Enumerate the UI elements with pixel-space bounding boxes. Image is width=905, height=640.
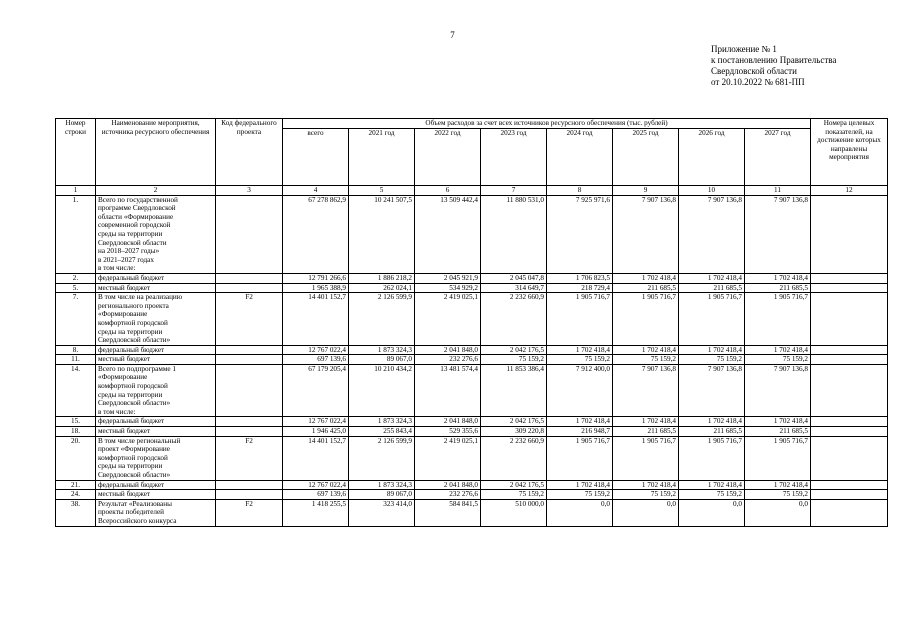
column-number: 7	[481, 185, 547, 195]
table-row	[56, 490, 888, 500]
amount-2027: 1 905 716,7	[745, 436, 811, 480]
amount-total: 12 791 266,6	[283, 273, 349, 283]
amount-2024: 216 948,7	[547, 427, 613, 437]
row-number: 11.	[56, 355, 96, 365]
amount-total: 12 767 022,4	[283, 480, 349, 490]
amount-2026: 1 702 418,4	[679, 273, 745, 283]
amount-2025: 1 702 418,4	[613, 480, 679, 490]
row-number: 1.	[56, 195, 96, 273]
amount-total: 1 965 388,9	[283, 283, 349, 293]
row-name: федеральный бюджет	[96, 480, 216, 490]
amount-2026: 75 159,2	[679, 355, 745, 365]
target-numbers	[811, 345, 888, 355]
row-number: 7.	[56, 293, 96, 346]
amount-2024: 7 912 400,0	[547, 364, 613, 417]
target-numbers	[811, 417, 888, 427]
project-code: F2	[216, 499, 283, 526]
table-row	[56, 293, 888, 346]
target-numbers	[811, 499, 888, 526]
amount-2022: 534 929,2	[415, 283, 481, 293]
table-row	[56, 195, 888, 273]
row-number: 18.	[56, 427, 96, 437]
amount-2025: 211 685,5	[613, 283, 679, 293]
amount-2022: 529 355,6	[415, 427, 481, 437]
amount-2026: 211 685,5	[679, 283, 745, 293]
table-row	[56, 345, 888, 355]
project-code	[216, 427, 283, 437]
amount-2022: 2 419 025,1	[415, 436, 481, 480]
amount-2025: 211 685,5	[613, 427, 679, 437]
amount-2023: 314 649,7	[481, 283, 547, 293]
column-number: 1	[56, 185, 96, 195]
column-number: 8	[547, 185, 613, 195]
amount-total: 1 418 255,5	[283, 499, 349, 526]
amount-2026: 1 905 716,7	[679, 293, 745, 346]
amount-total: 697 139,6	[283, 355, 349, 365]
amount-2025: 0,0	[613, 499, 679, 526]
amount-2024: 1 702 418,4	[547, 480, 613, 490]
amount-2022: 2 041 848,0	[415, 480, 481, 490]
amount-2023: 75 159,2	[481, 490, 547, 500]
amount-2027: 211 685,5	[745, 283, 811, 293]
table-row	[56, 480, 888, 490]
row-name: федеральный бюджет	[96, 345, 216, 355]
row-name: В том числе региональный проект «Формирование комфортной городской среды на территории Свердловской области»	[96, 436, 216, 480]
header-year: 2025 год	[613, 128, 679, 185]
amount-total: 14 401 152,7	[283, 293, 349, 346]
amount-2026: 0,0	[679, 499, 745, 526]
amount-2021: 2 126 599,9	[349, 293, 415, 346]
header-year: 2023 год	[481, 128, 547, 185]
row-number: 38.	[56, 499, 96, 526]
project-code: F2	[216, 436, 283, 480]
row-number: 20.	[56, 436, 96, 480]
amount-2025: 1 905 716,7	[613, 293, 679, 346]
amount-2021: 1 873 324,3	[349, 345, 415, 355]
target-numbers	[811, 293, 888, 346]
project-code	[216, 364, 283, 417]
amount-2026: 1 702 418,4	[679, 417, 745, 427]
target-numbers	[811, 355, 888, 365]
amount-2023: 2 042 176,5	[481, 480, 547, 490]
header-year: 2022 год	[415, 128, 481, 185]
header-total: всего	[283, 128, 349, 185]
row-number: 15.	[56, 417, 96, 427]
header-name: Наименование мероприятия, источника ресурсного обеспечения	[96, 119, 216, 186]
table-row	[56, 364, 888, 417]
amount-2023: 2 045 047,8	[481, 273, 547, 283]
amount-2027: 1 905 716,7	[745, 293, 811, 346]
expenditure-table	[55, 118, 888, 527]
amount-2023: 2 042 176,5	[481, 417, 547, 427]
column-number: 5	[349, 185, 415, 195]
amount-2027: 7 907 136,8	[745, 364, 811, 417]
header-volume: Объем расходов за счет всех источников ресурсного обеспечения (тыс. рублей)	[283, 119, 811, 129]
amount-2023: 2 232 660,9	[481, 293, 547, 346]
target-numbers	[811, 273, 888, 283]
column-number: 3	[216, 185, 283, 195]
header-row-number: Номер строки	[56, 119, 96, 186]
amount-2021: 89 067,0	[349, 355, 415, 365]
amount-2022: 2 419 025,1	[415, 293, 481, 346]
amount-2027: 7 907 136,8	[745, 195, 811, 273]
project-code: F2	[216, 293, 283, 346]
header-targets: Номера целевых показателей, на достижение которых направлены мероприятия	[811, 119, 888, 186]
amount-2022: 232 276,6	[415, 355, 481, 365]
row-number: 8.	[56, 345, 96, 355]
appendix-line: к постановлению Правительства	[711, 55, 837, 65]
amount-2024: 1 702 418,4	[547, 417, 613, 427]
amount-2023: 510 000,0	[481, 499, 547, 526]
amount-2025: 1 905 716,7	[613, 436, 679, 480]
amount-2027: 0,0	[745, 499, 811, 526]
amount-2021: 1 886 218,2	[349, 273, 415, 283]
table-row	[56, 427, 888, 437]
project-code	[216, 273, 283, 283]
project-code	[216, 480, 283, 490]
header-year: 2021 год	[349, 128, 415, 185]
amount-2021: 1 873 324,3	[349, 417, 415, 427]
amount-2024: 1 905 716,7	[547, 293, 613, 346]
amount-2026: 7 907 136,8	[679, 364, 745, 417]
amount-2022: 2 041 848,0	[415, 345, 481, 355]
amount-total: 1 946 425,0	[283, 427, 349, 437]
amount-2025: 7 907 136,8	[613, 195, 679, 273]
amount-2026: 1 905 716,7	[679, 436, 745, 480]
amount-2027: 1 702 418,4	[745, 273, 811, 283]
amount-2026: 7 907 136,8	[679, 195, 745, 273]
table-row	[56, 355, 888, 365]
row-number: 21.	[56, 480, 96, 490]
row-name: Результат «Реализованы проекты победителей Всероссийского конкурса	[96, 499, 216, 526]
amount-2027: 1 702 418,4	[745, 345, 811, 355]
row-name: местный бюджет	[96, 427, 216, 437]
amount-2026: 1 702 418,4	[679, 480, 745, 490]
page-number: 7	[450, 30, 455, 40]
amount-2027: 1 702 418,4	[745, 480, 811, 490]
table-row	[56, 283, 888, 293]
column-number: 6	[415, 185, 481, 195]
amount-2023: 2 232 660,9	[481, 436, 547, 480]
column-number: 10	[679, 185, 745, 195]
row-name: Всего по государственной программе Свердловской области «Формирование современной городской среды на территории Свердловской области на 2018–2027 годы» в 2021–2027 годах в том числе:	[96, 195, 216, 273]
amount-2027: 1 702 418,4	[745, 417, 811, 427]
target-numbers	[811, 283, 888, 293]
target-numbers	[811, 195, 888, 273]
amount-2023: 2 042 176,5	[481, 345, 547, 355]
project-code	[216, 417, 283, 427]
project-code	[216, 355, 283, 365]
amount-2024: 218 729,4	[547, 283, 613, 293]
amount-2024: 1 706 823,5	[547, 273, 613, 283]
project-code	[216, 283, 283, 293]
header-year: 2026 год	[679, 128, 745, 185]
appendix-line: Приложение № 1	[711, 44, 777, 54]
column-number: 2	[96, 185, 216, 195]
appendix-header	[711, 44, 836, 88]
project-code	[216, 490, 283, 500]
amount-2021: 10 241 507,5	[349, 195, 415, 273]
column-number: 9	[613, 185, 679, 195]
target-numbers	[811, 436, 888, 480]
project-code	[216, 345, 283, 355]
amount-total: 14 401 152,7	[283, 436, 349, 480]
amount-2025: 1 702 418,4	[613, 417, 679, 427]
amount-2021: 2 126 599,9	[349, 436, 415, 480]
amount-2024: 0,0	[547, 499, 613, 526]
table-row	[56, 436, 888, 480]
column-number-row	[56, 185, 888, 195]
amount-2026: 1 702 418,4	[679, 345, 745, 355]
amount-2025: 75 159,2	[613, 355, 679, 365]
amount-2021: 89 067,0	[349, 490, 415, 500]
row-name: местный бюджет	[96, 355, 216, 365]
header-code: Код федерального проекта	[216, 119, 283, 186]
amount-2022: 13 481 574,4	[415, 364, 481, 417]
amount-2025: 7 907 136,8	[613, 364, 679, 417]
amount-2024: 7 925 971,6	[547, 195, 613, 273]
amount-2021: 10 210 434,2	[349, 364, 415, 417]
amount-2024: 75 159,2	[547, 490, 613, 500]
table-row	[56, 499, 888, 526]
amount-2022: 232 276,6	[415, 490, 481, 500]
amount-2021: 262 024,1	[349, 283, 415, 293]
row-number: 5.	[56, 283, 96, 293]
target-numbers	[811, 427, 888, 437]
column-number: 4	[283, 185, 349, 195]
amount-2022: 13 509 442,4	[415, 195, 481, 273]
target-numbers	[811, 480, 888, 490]
amount-2027: 75 159,2	[745, 490, 811, 500]
amount-2024: 1 905 716,7	[547, 436, 613, 480]
row-name: Всего по подпрограмме 1 «Формирование комфортной городской среды на территории Свердловской области» в том числе:	[96, 364, 216, 417]
amount-total: 12 767 022,4	[283, 345, 349, 355]
row-name: федеральный бюджет	[96, 417, 216, 427]
amount-2022: 2 041 848,0	[415, 417, 481, 427]
amount-2027: 211 685,5	[745, 427, 811, 437]
row-number: 2.	[56, 273, 96, 283]
amount-2024: 1 702 418,4	[547, 345, 613, 355]
row-name: местный бюджет	[96, 490, 216, 500]
target-numbers	[811, 364, 888, 417]
row-number: 14.	[56, 364, 96, 417]
target-numbers	[811, 490, 888, 500]
amount-2021: 323 414,0	[349, 499, 415, 526]
row-name: местный бюджет	[96, 283, 216, 293]
amount-2022: 2 045 921,9	[415, 273, 481, 283]
amount-2021: 255 843,4	[349, 427, 415, 437]
amount-2025: 1 702 418,4	[613, 273, 679, 283]
amount-2026: 211 685,5	[679, 427, 745, 437]
amount-2025: 75 159,2	[613, 490, 679, 500]
amount-2024: 75 159,2	[547, 355, 613, 365]
header-year: 2024 год	[547, 128, 613, 185]
row-name: федеральный бюджет	[96, 273, 216, 283]
amount-total: 12 767 022,4	[283, 417, 349, 427]
row-number: 24.	[56, 490, 96, 500]
amount-total: 67 278 862,9	[283, 195, 349, 273]
header-year: 2027 год	[745, 128, 811, 185]
amount-total: 67 179 205,4	[283, 364, 349, 417]
amount-2023: 11 853 386,4	[481, 364, 547, 417]
project-code	[216, 195, 283, 273]
amount-2023: 11 880 531,0	[481, 195, 547, 273]
amount-total: 697 139,6	[283, 490, 349, 500]
amount-2022: 584 841,5	[415, 499, 481, 526]
appendix-line: Свердловской области	[711, 66, 797, 76]
amount-2021: 1 873 324,3	[349, 480, 415, 490]
amount-2023: 309 220,8	[481, 427, 547, 437]
amount-2027: 75 159,2	[745, 355, 811, 365]
table-row	[56, 273, 888, 283]
amount-2023: 75 159,2	[481, 355, 547, 365]
column-number: 12	[811, 185, 888, 195]
row-name: В том числе на реализацию регионального проекта «Формирование комфортной городской среды на территории Свердловской области»	[96, 293, 216, 346]
appendix-line: от 20.10.2022 № 681-ПП	[711, 77, 805, 87]
column-number: 11	[745, 185, 811, 195]
amount-2025: 1 702 418,4	[613, 345, 679, 355]
amount-2026: 75 159,2	[679, 490, 745, 500]
table-row	[56, 417, 888, 427]
